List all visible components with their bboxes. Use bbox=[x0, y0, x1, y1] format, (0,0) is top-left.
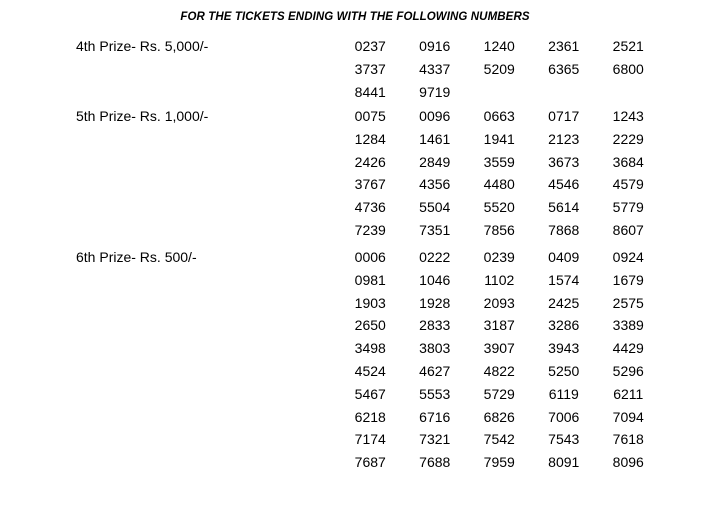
ticket-number: 2361 bbox=[548, 38, 580, 54]
ticket-number: 4579 bbox=[612, 176, 644, 193]
ticket-number: 0222 bbox=[419, 249, 451, 265]
ticket-number: 5504 bbox=[419, 199, 451, 216]
ticket-number: 5520 bbox=[483, 199, 515, 216]
ticket-number: 3286 bbox=[548, 317, 580, 334]
ticket-number: 8441 bbox=[354, 83, 386, 100]
ticket-number: 8607 bbox=[612, 221, 644, 238]
ticket-number: 0075 bbox=[354, 108, 386, 124]
ticket-number: 5553 bbox=[419, 385, 451, 402]
ticket-number: 4546 bbox=[548, 176, 580, 193]
ticket-number: 3498 bbox=[354, 340, 386, 357]
ticket-number: 3389 bbox=[612, 317, 644, 334]
ticket-number: 6119 bbox=[548, 385, 579, 402]
ticket-number: 1243 bbox=[612, 108, 644, 124]
ticket-number: 3684 bbox=[612, 153, 644, 170]
ticket-number-grid bbox=[338, 35, 661, 103]
ticket-number: 1046 bbox=[419, 271, 451, 288]
ticket-number: 6211 bbox=[613, 385, 644, 402]
ticket-number: 0663 bbox=[483, 108, 515, 124]
ticket-number: 3943 bbox=[548, 340, 580, 357]
ticket-number: 1941 bbox=[483, 130, 515, 147]
ticket-number: 8091 bbox=[548, 454, 580, 471]
ticket-number: 3559 bbox=[483, 153, 515, 170]
ticket-number: 7959 bbox=[483, 454, 515, 471]
ticket-number: 4822 bbox=[483, 362, 515, 379]
ticket-number: 7856 bbox=[483, 221, 515, 238]
ticket-number: 7618 bbox=[612, 431, 644, 448]
ticket-number: 0096 bbox=[419, 108, 451, 124]
ticket-number: 3737 bbox=[354, 60, 386, 77]
ticket-number: 7321 bbox=[419, 431, 451, 448]
ticket-number: 7688 bbox=[419, 454, 451, 471]
ticket-number: 2650 bbox=[354, 317, 386, 334]
ticket-number: 6218 bbox=[354, 408, 386, 425]
ticket-number: 3803 bbox=[419, 340, 451, 357]
ticket-number: 4356 bbox=[419, 176, 451, 193]
ticket-number: 4736 bbox=[354, 199, 386, 216]
ticket-number: 4524 bbox=[354, 362, 386, 379]
ticket-number: 7868 bbox=[548, 221, 580, 238]
ticket-number: 7239 bbox=[354, 221, 386, 238]
ticket-number: 3187 bbox=[483, 317, 515, 334]
ticket-number: 1679 bbox=[612, 271, 644, 288]
ticket-number: 3673 bbox=[548, 153, 580, 170]
ticket-number: 2833 bbox=[419, 317, 451, 334]
ticket-number: 0717 bbox=[548, 108, 580, 124]
ticket-number: 5467 bbox=[354, 385, 386, 402]
ticket-number: 7351 bbox=[419, 221, 451, 238]
ticket-number: 4429 bbox=[612, 340, 644, 357]
ticket-number: 0924 bbox=[612, 249, 644, 265]
ticket-number: 7542 bbox=[483, 431, 515, 448]
ticket-number: 0239 bbox=[483, 249, 515, 265]
ticket-number: 2425 bbox=[548, 294, 580, 311]
ticket-number: 3767 bbox=[354, 176, 386, 193]
ticket-number: 9719 bbox=[419, 83, 451, 100]
prize-label: 6th Prize- Rs. 500/- bbox=[76, 249, 197, 265]
ticket-number: 5250 bbox=[548, 362, 580, 379]
ticket-number: 0916 bbox=[419, 38, 451, 54]
ticket-number: 1461 bbox=[419, 130, 451, 147]
ticket-number: 5729 bbox=[483, 385, 515, 402]
ticket-number: 6716 bbox=[419, 408, 451, 425]
ticket-number: 7543 bbox=[548, 431, 580, 448]
ticket-number: 1284 bbox=[354, 130, 386, 147]
ticket-number: 1903 bbox=[354, 294, 386, 311]
ticket-number: 3907 bbox=[483, 340, 515, 357]
ticket-number: 0006 bbox=[354, 249, 386, 265]
ticket-number: 0981 bbox=[354, 271, 386, 288]
page-heading: FOR THE TICKETS ENDING WITH THE FOLLOWING NUMBERS bbox=[180, 11, 530, 23]
ticket-number: 7687 bbox=[354, 454, 386, 471]
ticket-number: 0409 bbox=[548, 249, 580, 265]
ticket-number: 7174 bbox=[354, 431, 386, 448]
ticket-number: 7006 bbox=[548, 408, 580, 425]
ticket-number: 2849 bbox=[419, 153, 451, 170]
ticket-number: 4627 bbox=[419, 362, 451, 379]
ticket-number: 2093 bbox=[483, 294, 515, 311]
ticket-number: 1574 bbox=[548, 271, 580, 288]
ticket-number: 6365 bbox=[548, 60, 580, 77]
ticket-number: 0237 bbox=[354, 38, 386, 54]
ticket-number: 5779 bbox=[612, 199, 644, 216]
prize-label: 4th Prize- Rs. 5,000/- bbox=[76, 38, 209, 54]
ticket-number: 7094 bbox=[612, 408, 644, 425]
ticket-number: 1928 bbox=[419, 294, 451, 311]
ticket-number: 6826 bbox=[483, 408, 515, 425]
ticket-number: 6800 bbox=[612, 60, 644, 77]
ticket-number: 1102 bbox=[484, 271, 515, 288]
ticket-number: 5296 bbox=[612, 362, 644, 379]
ticket-number: 2229 bbox=[612, 130, 644, 147]
prize-label: 5th Prize- Rs. 1,000/- bbox=[76, 108, 209, 124]
ticket-number: 5614 bbox=[548, 199, 580, 216]
ticket-number-grid bbox=[338, 105, 661, 242]
ticket-number-grid bbox=[338, 246, 661, 474]
ticket-number: 4337 bbox=[419, 60, 451, 77]
ticket-number: 5209 bbox=[483, 60, 515, 77]
ticket-number: 8096 bbox=[612, 454, 644, 471]
ticket-number: 2521 bbox=[612, 38, 644, 54]
ticket-number: 2426 bbox=[354, 153, 386, 170]
ticket-number: 4480 bbox=[483, 176, 515, 193]
ticket-number: 2123 bbox=[548, 130, 580, 147]
ticket-number: 1240 bbox=[483, 38, 515, 54]
ticket-number: 2575 bbox=[612, 294, 644, 311]
